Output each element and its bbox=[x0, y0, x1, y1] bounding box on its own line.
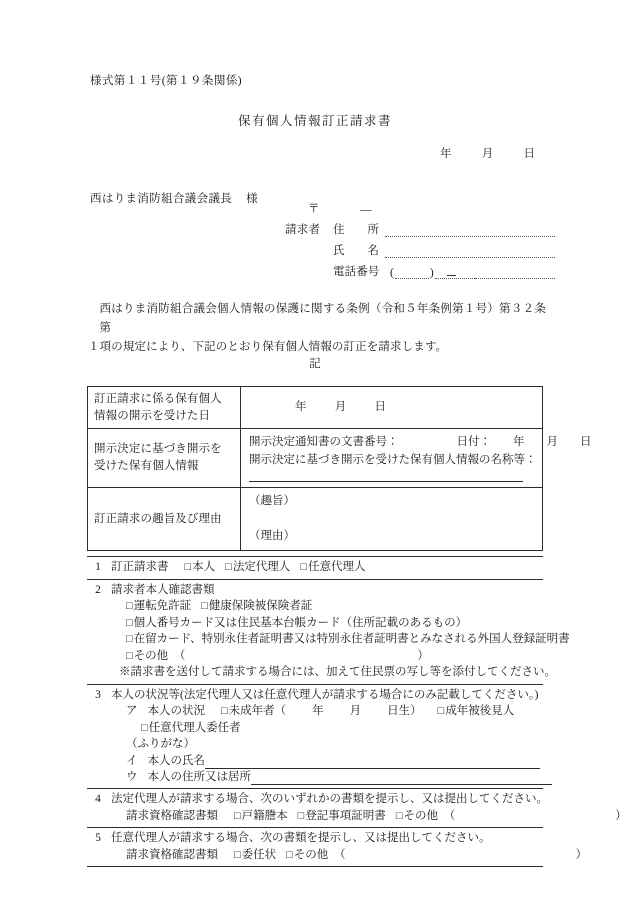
requester-zip-row bbox=[285, 200, 555, 216]
disclosure-info-table bbox=[87, 386, 592, 551]
row-label-disclosed-info: 開示決定に基づき開示を 受けた保有個人情報 bbox=[88, 429, 241, 488]
sub-i-label: 本人の氏名 bbox=[147, 754, 205, 767]
item-number: 5 bbox=[87, 828, 109, 867]
date-month-label: 月 bbox=[481, 148, 494, 160]
ki-marker: 記 bbox=[309, 358, 321, 370]
item-3-sub-u bbox=[111, 769, 543, 785]
addressee bbox=[90, 190, 258, 206]
date-day-label: 日 bbox=[523, 148, 536, 160]
item-3-sub-i bbox=[111, 753, 543, 769]
checkbox-voluntary-rep[interactable]: □ 任意代理人 bbox=[300, 561, 365, 573]
tel-area-code-line[interactable] bbox=[395, 265, 429, 279]
item-4-docs-line bbox=[111, 808, 627, 825]
item-2-checkbox-line-3 bbox=[111, 631, 570, 648]
item-4-title: 法定代理人が請求する場合、次のいずれかの書類を提示し、又は提出してください。 bbox=[111, 793, 548, 806]
item-4-doc-label: 請求資格確認書類 bbox=[126, 809, 218, 822]
required-documents-checklist bbox=[87, 556, 627, 867]
telephone-label: 電話番号 bbox=[333, 266, 380, 278]
requester-name-row bbox=[285, 237, 555, 258]
tel-close-paren: ) bbox=[429, 267, 434, 279]
item-1-label: 訂正請求書 bbox=[111, 561, 169, 573]
person-address-input-line[interactable] bbox=[251, 772, 552, 785]
address-label: 住 所 bbox=[333, 224, 379, 236]
item-number: 2 bbox=[87, 579, 109, 684]
item-2-note: ※請求書を送付して請求する場合には、加えて住民票の写し等を添付してください。 bbox=[119, 666, 556, 679]
document-title: 保有個人情報訂正請求書 bbox=[237, 114, 392, 128]
name-label: 氏 名 bbox=[333, 245, 379, 257]
row-value-disclosed-info[interactable] bbox=[241, 429, 592, 488]
date-year-label: 年 bbox=[440, 148, 452, 160]
name-input-line[interactable] bbox=[385, 244, 555, 258]
item-body bbox=[109, 828, 588, 867]
addressee-honorific: 様 bbox=[246, 193, 258, 205]
other-close-paren: ） bbox=[417, 649, 429, 662]
tel-open-paren: ( bbox=[390, 267, 394, 279]
item-5-docs-line bbox=[111, 847, 588, 864]
item-5-doc-label: 請求資格確認書類 bbox=[126, 848, 218, 861]
birth-year: 年 bbox=[312, 705, 324, 718]
disclosed-info-name-label: 開示決定に基づき開示を受けた保有個人情報の名称等： bbox=[249, 453, 537, 466]
item-2-checkbox-line-1 bbox=[111, 598, 543, 615]
form-number: 様式第１１号(第１９条関係) bbox=[90, 75, 243, 87]
disclosure-doc-number-row bbox=[249, 434, 592, 451]
row-label-disclosure-date: 訂正請求に係る保有個人 情報の開示を受けた日 bbox=[88, 387, 241, 429]
item-3-title: 本人の状況等(法定代理人又は任意代理人が請求する場合にのみ記載してください。) bbox=[111, 688, 539, 701]
sub-u-label: 本人の住所又は居所 bbox=[147, 770, 251, 783]
disclosure-date-fields: 年 月 日 bbox=[295, 401, 387, 414]
checkbox-other[interactable]: □ その他 （ bbox=[126, 650, 185, 662]
submission-date-line bbox=[440, 145, 535, 161]
requester-block bbox=[285, 200, 555, 279]
item-number: 4 bbox=[87, 789, 109, 828]
item-number: 3 bbox=[87, 684, 109, 789]
item-2-checkbox-line-2 bbox=[111, 615, 543, 632]
requester-address-row bbox=[285, 216, 555, 237]
table-row bbox=[88, 487, 543, 551]
checkbox-other[interactable]: □ その他 （ bbox=[396, 810, 455, 822]
checkbox-minor[interactable]: □ 未成年者（ bbox=[221, 705, 286, 717]
purpose-label: （趣旨） bbox=[249, 494, 295, 507]
sub-u-marker: ウ bbox=[126, 770, 138, 783]
disclosed-info-name-input-line[interactable] bbox=[249, 472, 523, 482]
other-close-paren: ） bbox=[575, 848, 588, 861]
checkbox-registry-certificate[interactable]: □ 登記事項証明書 bbox=[298, 810, 386, 822]
postal-mark-icon: 〒 bbox=[308, 203, 320, 215]
checklist-row-5 bbox=[87, 828, 543, 867]
table-row bbox=[88, 429, 543, 488]
checkbox-other[interactable]: □ その他 （ bbox=[286, 849, 345, 861]
item-3-sub-a bbox=[111, 703, 543, 720]
checklist-row-1 bbox=[87, 557, 543, 580]
item-1-line bbox=[111, 559, 543, 576]
sub-a-label: 本人の状況 bbox=[147, 705, 205, 718]
checkbox-residence-card[interactable]: □ 在留カード、特別永住者証明書又は特別永住者証明書とみなされる外国人登録証明書 bbox=[126, 633, 570, 645]
checkbox-voluntary-rep-delegator[interactable]: □ 任意代理人委任者 bbox=[141, 722, 241, 734]
row-value-disclosure-date[interactable] bbox=[241, 387, 543, 429]
ordinance-line-1: 西はりま消防組合議会個人情報の保護に関する条例（令和５年条例第１号）第３２条第 bbox=[99, 303, 546, 334]
table-row bbox=[88, 387, 543, 429]
item-body bbox=[109, 557, 543, 580]
item-2-other-line bbox=[111, 648, 543, 665]
birth-month: 月 bbox=[349, 705, 362, 718]
checklist-row-2 bbox=[87, 579, 543, 684]
person-name-input-line[interactable] bbox=[205, 756, 540, 769]
row-value-purpose-reason[interactable] bbox=[241, 487, 543, 551]
sub-i-marker: イ bbox=[126, 754, 138, 767]
item-5-title: 任意代理人が請求する場合、次の書類を提示し、又は提出してください。 bbox=[111, 832, 491, 845]
requester-lead-label: 請求者 bbox=[285, 224, 321, 236]
address-input-line[interactable] bbox=[385, 223, 555, 237]
doc-number-label: 開示決定通知書の文書番号： bbox=[249, 436, 399, 449]
row-label-purpose-reason: 訂正請求の趣旨及び理由 bbox=[88, 487, 241, 551]
sub-a-marker: ア bbox=[126, 705, 138, 718]
checkbox-drivers-license[interactable]: □ 運転免許証 bbox=[126, 600, 191, 612]
checkbox-health-insurance[interactable]: □ 健康保険被保険者証 bbox=[201, 600, 312, 612]
checkbox-legal-rep[interactable]: □ 法定代理人 bbox=[225, 561, 290, 573]
checkbox-my-number-card[interactable]: □ 個人番号カード又は住民基本台帳カード（住所記載のあるもの） bbox=[126, 617, 467, 629]
item-2-title: 請求者本人確認書類 bbox=[111, 583, 215, 596]
telephone-input-group bbox=[389, 265, 555, 279]
checklist-row-4 bbox=[87, 789, 543, 828]
tel-number-line[interactable] bbox=[475, 265, 555, 279]
furigana-label: （ふりがな） bbox=[126, 738, 195, 751]
ordinance-paragraph bbox=[88, 300, 546, 357]
addressee-name: 西はりま消防組合議会議長 bbox=[90, 193, 233, 205]
checkbox-adult-ward[interactable]: □ 成年被後見人 bbox=[438, 705, 515, 717]
item-body bbox=[109, 789, 627, 828]
checkbox-family-register[interactable]: □ 戸籍謄本 bbox=[234, 810, 288, 822]
tel-prefix-line[interactable] bbox=[435, 265, 475, 279]
item-number: 1 bbox=[87, 557, 109, 580]
reason-label: （理由） bbox=[249, 530, 295, 543]
checklist-row-3 bbox=[87, 684, 543, 789]
ordinance-line-2: １項の規定により、下記のとおり保有個人情報の訂正を請求します。 bbox=[88, 340, 448, 353]
checkbox-honnin[interactable]: □ 本人 bbox=[185, 561, 216, 573]
birth-day: 日生） bbox=[387, 705, 422, 718]
postal-dash: ― bbox=[360, 204, 372, 216]
item-body bbox=[109, 684, 543, 789]
doc-date-fields: 日付： 年 月 日 bbox=[456, 436, 592, 449]
requester-tel-row bbox=[285, 258, 555, 279]
other-close-paren: ） bbox=[615, 809, 627, 822]
item-3-sub-a-line2 bbox=[111, 720, 543, 737]
item-body bbox=[109, 579, 570, 684]
checkbox-power-of-attorney[interactable]: □ 委任状 bbox=[234, 849, 276, 861]
